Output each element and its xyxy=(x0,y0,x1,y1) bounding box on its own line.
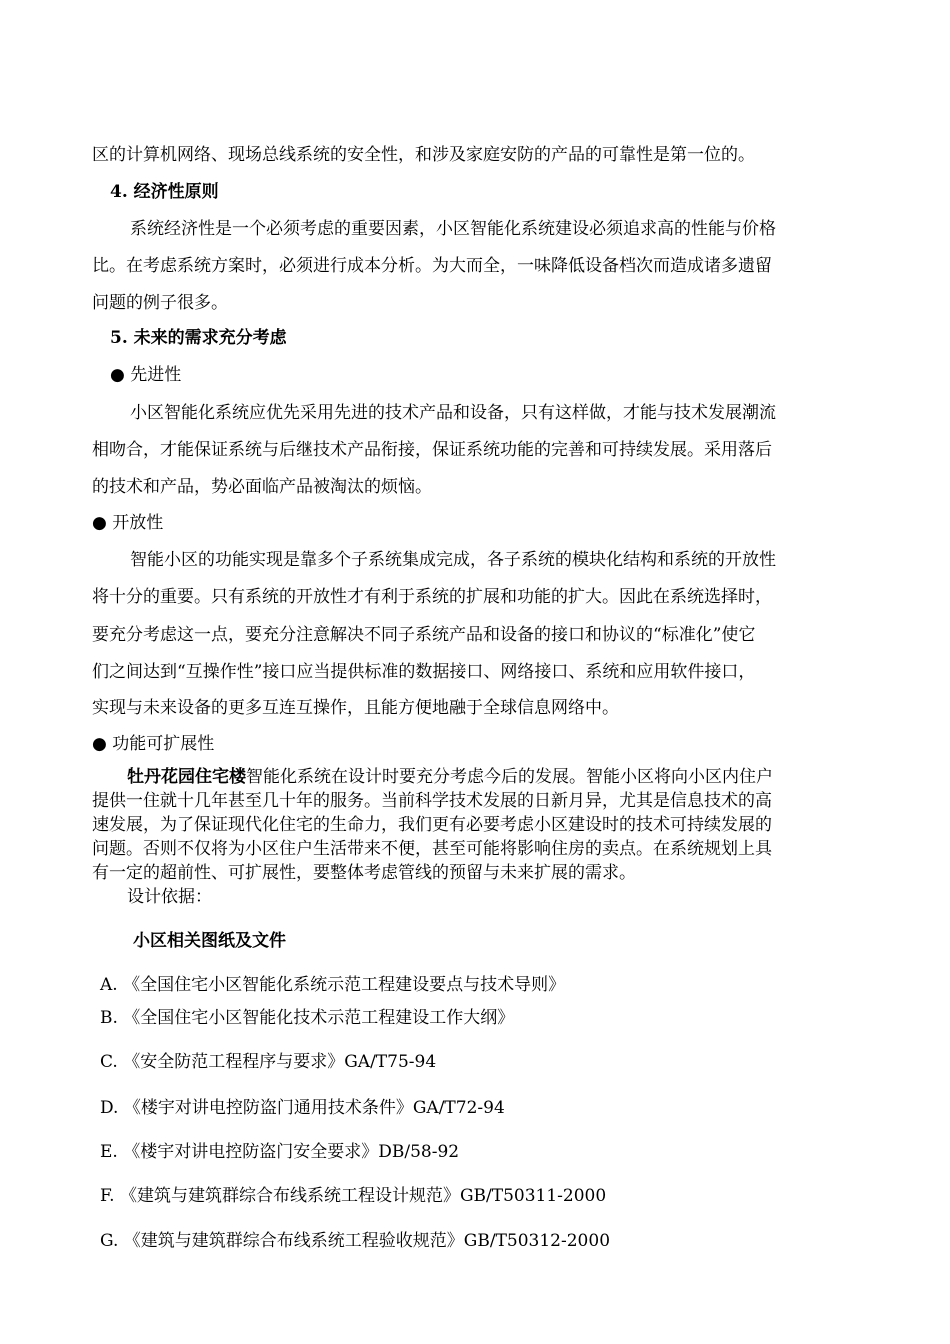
reference-item: A. 《全国住宅小区智能化系统示范工程建设要点与技术导则》 xyxy=(100,975,566,995)
reference-item: C. 《安全防范工程程序与要求》GA/T75-94 xyxy=(100,1052,437,1072)
heading-economy-principle: 4. 经济性原则 xyxy=(110,182,219,202)
bullet-extensibility: ● 功能可扩展性 xyxy=(92,734,215,754)
paragraph-economy-line: 问题的例子很多。 xyxy=(92,293,228,313)
paragraph-advanced-line: 相吻合，才能保证系统与后继技术产品衔接，保证系统功能的完善和可持续发展。采用落后 xyxy=(92,440,772,460)
references-heading: 小区相关图纸及文件 xyxy=(133,931,286,951)
extensibility-paragraph xyxy=(92,765,860,909)
paragraph-economy-line: 比。在考虑系统方案时，必须进行成本分析。为大而全，一味降低设备档次而造成诸多遗留 xyxy=(92,256,772,276)
paragraph-openness-line: 们之间达到“互操作性”接口应当提供标准的数据接口、网络接口、系统和应用软件接口， xyxy=(92,662,756,682)
reference-item: B. 《全国住宅小区智能化技术示范工程建设工作大纲》 xyxy=(100,1008,515,1028)
extensibility-line: 速发展，为了保证现代化住宅的生命力，我们更有必要考虑小区建设时的技术可持续发展的 xyxy=(92,815,772,835)
bullet-openness: ● 开放性 xyxy=(92,513,164,533)
design-basis-label: 设计依据： xyxy=(127,887,212,907)
reference-item: E. 《楼宇对讲电控防盗门安全要求》DB/58-92 xyxy=(100,1142,460,1162)
project-name: 牡丹花园住宅楼 xyxy=(127,767,246,787)
reference-item: D. 《楼宇对讲电控防盗门通用技术条件》GA/T72-94 xyxy=(100,1098,505,1118)
reference-item: F. 《建筑与建筑群综合布线系统工程设计规范》GB/T50311-2000 xyxy=(100,1186,607,1206)
paragraph-openness-line: 要充分考虑这一点，要充分注意解决不同子系统产品和设备的接口和协议的“标准化”使它 xyxy=(92,625,756,645)
paragraph-openness-line: 实现与未来设备的更多互连互操作，且能方便地融于全球信息网络中。 xyxy=(92,698,619,718)
extensibility-line: 有一定的超前性、可扩展性，要整体考虑管线的预留与未来扩展的需求。 xyxy=(92,863,636,883)
extensibility-line: 问题。否则不仅将为小区住户生活带来不便，甚至可能将影响住房的卖点。在系统规划上具 xyxy=(92,839,772,859)
extensibility-line: 牡丹花园住宅楼智能化系统在设计时要充分考虑今后的发展。智能小区将向小区内住户 xyxy=(127,767,773,787)
paragraph-advanced-line: 的技术和产品，势必面临产品被淘汰的烦恼。 xyxy=(92,477,432,497)
paragraph-openness-line: 将十分的重要。只有系统的开放性才有利于系统的扩展和功能的扩大。因此在系统选择时， xyxy=(92,587,772,607)
paragraph-advanced-line: 小区智能化系统应优先采用先进的技术产品和设备，只有这样做，才能与技术发展潮流 xyxy=(130,403,776,423)
paragraph-openness-line: 智能小区的功能实现是靠多个子系统集成完成，各子系统的模块化结构和系统的开放性 xyxy=(130,550,776,570)
heading-future-needs: 5. 未来的需求充分考虑 xyxy=(110,328,287,348)
bullet-advanced: ● 先进性 xyxy=(110,365,182,385)
extensibility-line: 提供一住就十几年甚至几十年的服务。当前科学技术发展的日新月异，尤其是信息技术的高 xyxy=(92,791,772,811)
reference-item: G. 《建筑与建筑群综合布线系统工程验收规范》GB/T50312-2000 xyxy=(100,1231,611,1251)
paragraph-continuation: 区的计算机网络、现场总线系统的安全性，和涉及家庭安防的产品的可靠性是第一位的。 xyxy=(92,145,755,165)
paragraph-economy-line: 系统经济性是一个必须考虑的重要因素，小区智能化系统建设必须追求高的性能与价格 xyxy=(130,219,776,239)
